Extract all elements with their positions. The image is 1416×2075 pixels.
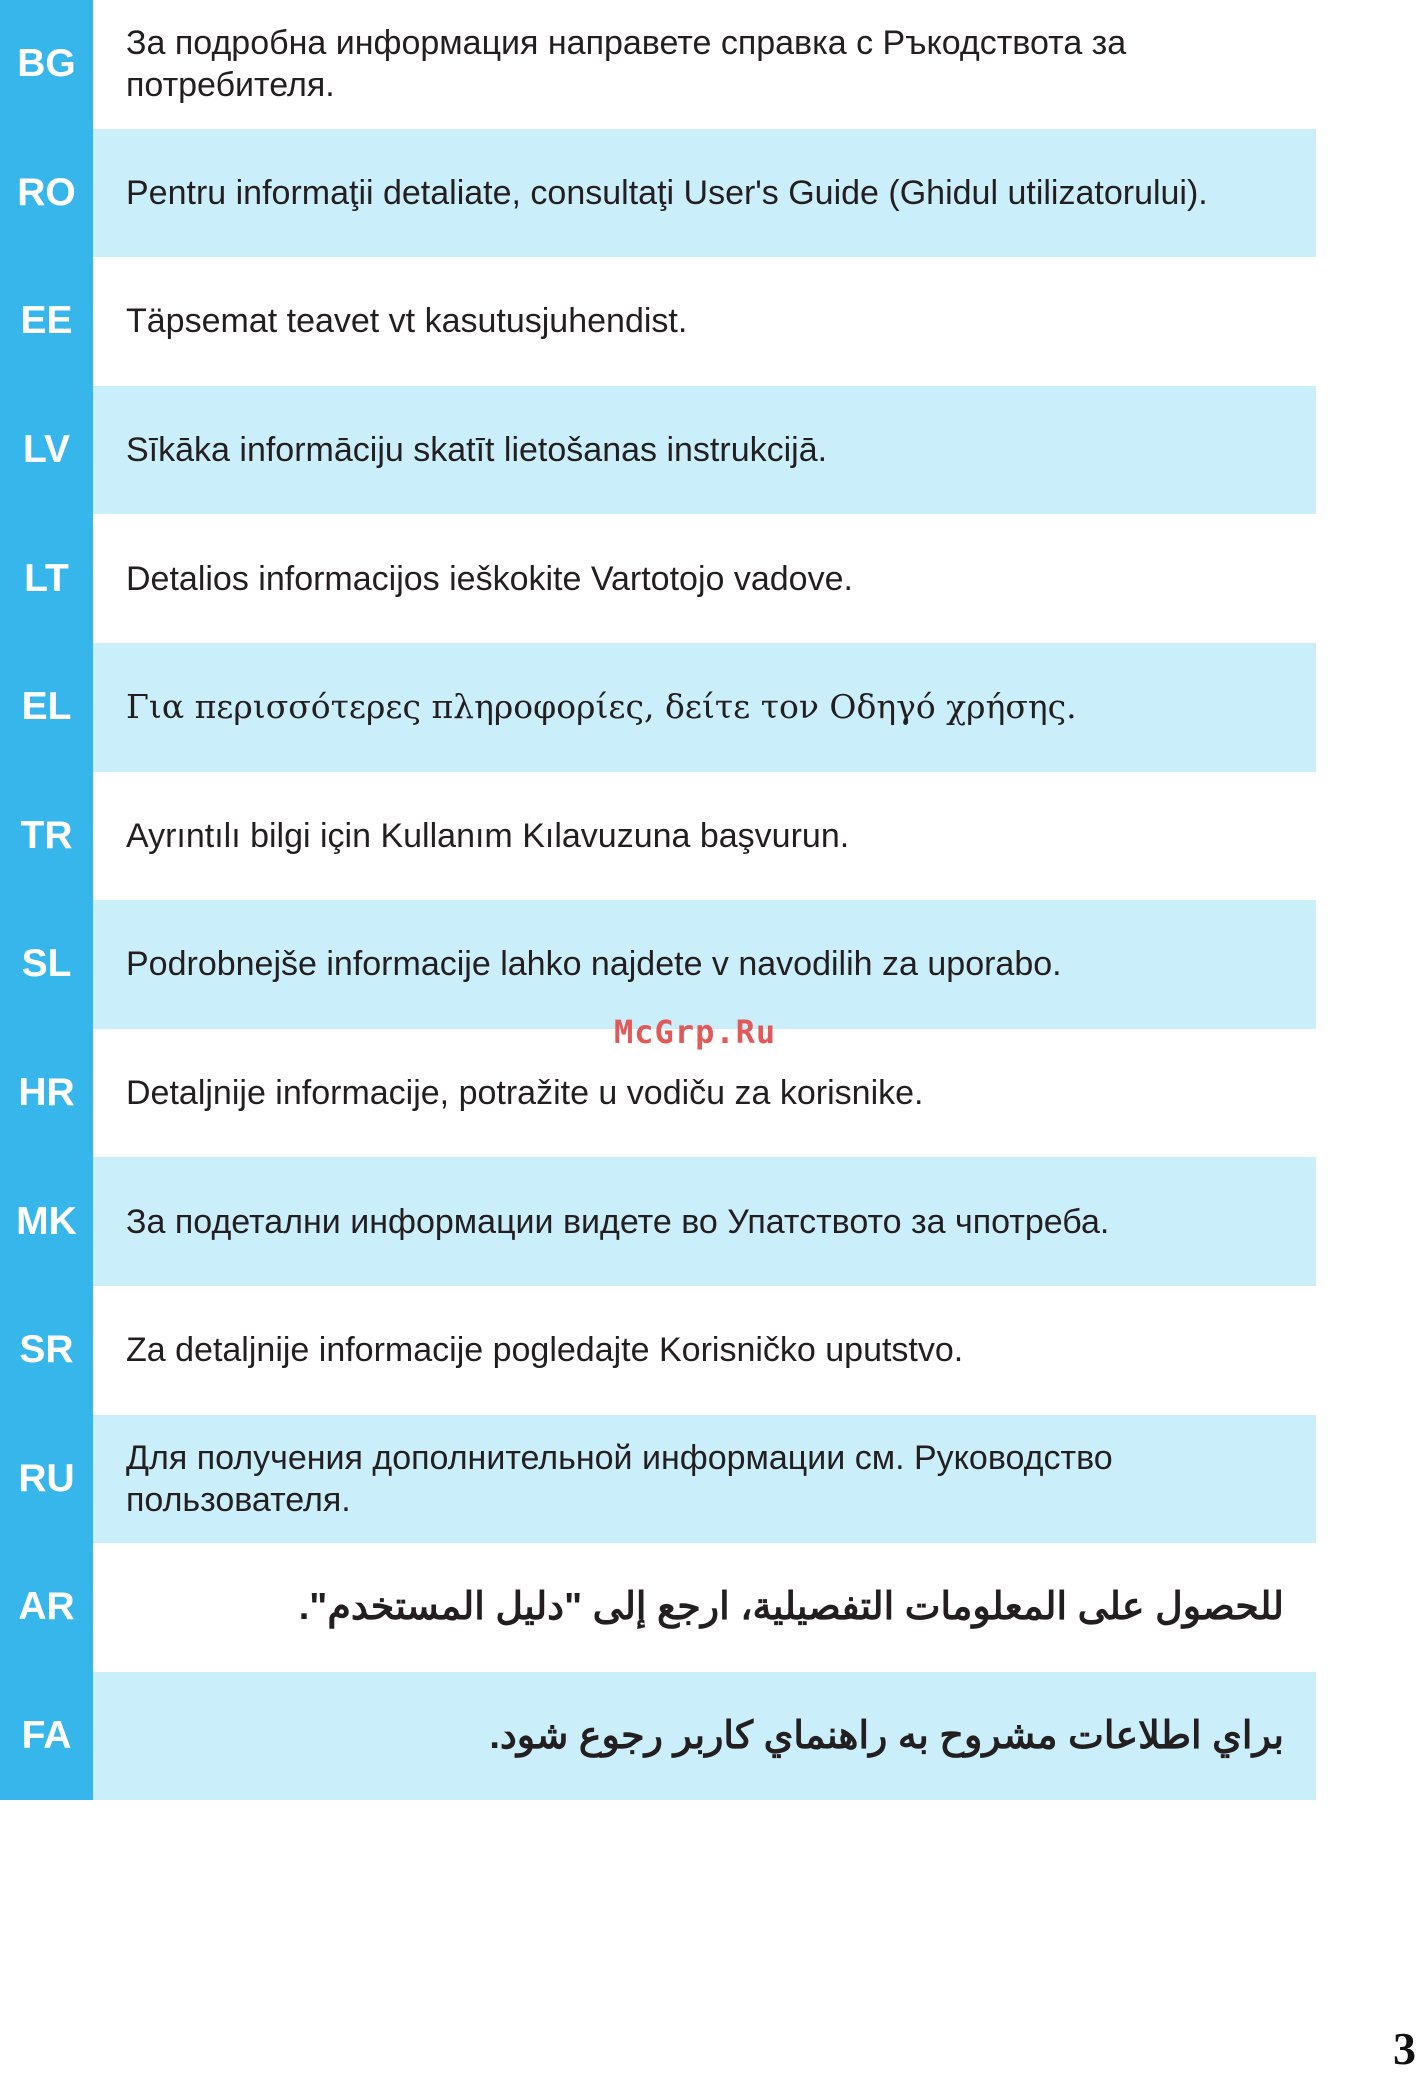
language-code: AR bbox=[0, 1543, 93, 1672]
language-code: EL bbox=[0, 643, 93, 772]
language-code: SR bbox=[0, 1286, 93, 1415]
row-fa bbox=[0, 1672, 1316, 1801]
language-text: Sīkāka informāciju skatīt lietošanas instrukcijā. bbox=[93, 386, 1316, 515]
language-text: Для получения дополнительной информации см. Руководство пользователя. bbox=[93, 1415, 1316, 1544]
row-bg bbox=[0, 0, 1316, 129]
row-ee bbox=[0, 257, 1316, 386]
watermark: McGrp.Ru bbox=[614, 1013, 777, 1051]
language-text: Ayrıntılı bilgi için Kullanım Kılavuzuna başvurun. bbox=[126, 816, 850, 855]
language-text: Podrobnejše informacije lahko najdete v navodilih za uporabo. bbox=[93, 900, 1316, 1029]
row-ro bbox=[0, 129, 1316, 258]
language-code: EE bbox=[0, 257, 93, 386]
language-code: LV bbox=[0, 386, 93, 515]
row-el bbox=[0, 643, 1316, 772]
row-tr bbox=[0, 772, 1316, 901]
language-text: Za detaljnije informacije pogledajte Korisničko uputstvo. bbox=[126, 1331, 964, 1370]
row-ar bbox=[0, 1543, 1316, 1672]
language-text: Pentru informaţii detaliate, consultaţi User's Guide (Ghidul utilizatorului). bbox=[93, 129, 1316, 258]
row-ru bbox=[0, 1415, 1316, 1544]
language-text: Detaljnije informacije, potražite u vodiču za korisnike. bbox=[126, 1074, 924, 1113]
row-sr bbox=[0, 1286, 1316, 1415]
language-text: За подробна информация направете справка с Ръкодствота за потребителя. bbox=[126, 24, 1127, 105]
language-code: MK bbox=[0, 1157, 93, 1286]
language-code: HR bbox=[0, 1029, 93, 1158]
row-lt bbox=[0, 514, 1316, 643]
language-code: LT bbox=[0, 514, 93, 643]
language-code: SL bbox=[0, 900, 93, 1029]
row-mk bbox=[0, 1157, 1316, 1286]
language-code: RO bbox=[0, 129, 93, 258]
language-code: TR bbox=[0, 772, 93, 901]
language-text: Για περισσότερες πληροφορίες, δείτε τον Οδηγό χρήσης. bbox=[93, 643, 1316, 772]
language-text: Täpsemat teavet vt kasutusjuhendist. bbox=[126, 302, 688, 341]
language-text: Detalios informacijos ieškokite Vartotojo vadove. bbox=[126, 559, 853, 598]
language-text: براي اطلاعات مشروح به راهنماي كاربر رجوع شود. bbox=[93, 1672, 1316, 1801]
language-code: RU bbox=[0, 1415, 93, 1544]
page-number: 3 bbox=[1393, 2023, 1416, 2074]
language-text: За подетални информации видете во Упатството за чпотреба. bbox=[93, 1157, 1316, 1286]
language-text: للحصول على المعلومات التفصيلية، ارجع إلى "دليل المستخدم". bbox=[298, 1586, 1284, 1629]
language-code: FA bbox=[0, 1672, 93, 1801]
row-sl bbox=[0, 900, 1316, 1029]
row-lv bbox=[0, 386, 1316, 515]
language-code: BG bbox=[0, 0, 93, 129]
